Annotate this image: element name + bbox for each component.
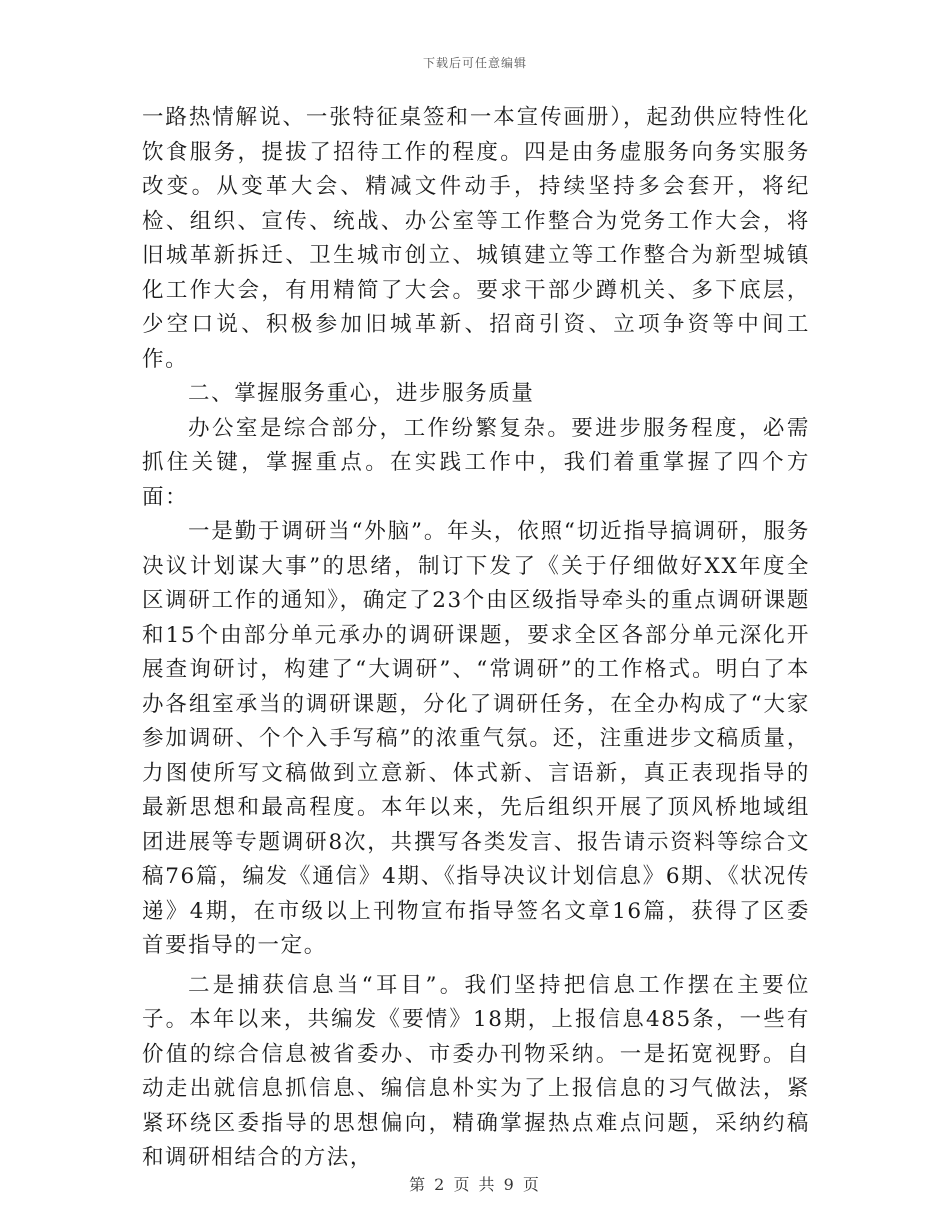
body-paragraph: 办公室是综合部分，工作纷繁复杂。要进步服务程度，必需抓住关键，掌握重点。在实践工作中，我们着重掌握了四个方面： [142,415,810,510]
page-number-footer: 第 2 页 共 9 页 [409,1175,541,1194]
body-paragraph: 一是勤于调研当“外脑”。年头，依照“切近指导搞调研，服务决议计划谋大事”的思绪，制订下发了《关于仔细做好XX年度全区调研工作的通知》，确定了23个由区级指导牵头的重点调研课题和15个由部分单元承办的调研课题，要求全区各部分单元深化开展查询研讨，构建了“大调研”、“常调研”的工作格式。明白了本办各组室承当的调研课题，分化了调研任务，在全办构成了“大家参加调研、个个入手写稿”的浓重气氛。还，注重进步文稿质量，力图使所写文稿做到立意新、体式新、言语新，真正表现指导的最新思想和最高程度。本年以来，先后组织开展了顶风桥地域组团进展等专题调研8次，共撰写各类发言、报告请示资料等综合文稿76篇，编发《通信》4期、《指导决议计划信息》6期、《状况传递》4期，在市级以上刊物宣布指导签名文章16篇，获得了区委首要指导的一定。 [142,519,810,958]
body-paragraph: 二是捕获信息当“耳目”。我们坚持把信息工作摆在主要位子。本年以来，共编发《要情》18期，上报信息485条，一些有价值的综合信息被省委办、市委办刊物采纳。一是拓宽视野。自动走出就信息抓信息、编信息朴实为了上报信息的习气做法，紧紧环绕区委指导的思想偏向，精确掌握热点难点问题，采纳约稿和调研相结合的方法， [142,972,810,1170]
document-body [142,101,810,1176]
section-heading: 二、掌握服务重心，进步服务质量 [188,381,535,406]
body-paragraph-continuation: 一路热情解说、一张特征桌签和一本宣传画册），起劲供应特性化饮食服务，提拔了招待工作的程度。四是由务虚服务向务实服务改变。从变革大会、精减文件动手，持续坚持多会套开，将纪检、组织、宣传、统战、办公室等工作整合为党务工作大会，将旧城革新拆迁、卫生城市创立、城镇建立等工作整合为新型城镇化工作大会，有用精简了大会。要求干部少蹲机关、多下底层，少空口说、积极参加旧城革新、招商引资、立项争资等中间工作。 [142,105,810,372]
page-header: 下载后可任意编辑 [422,56,527,70]
